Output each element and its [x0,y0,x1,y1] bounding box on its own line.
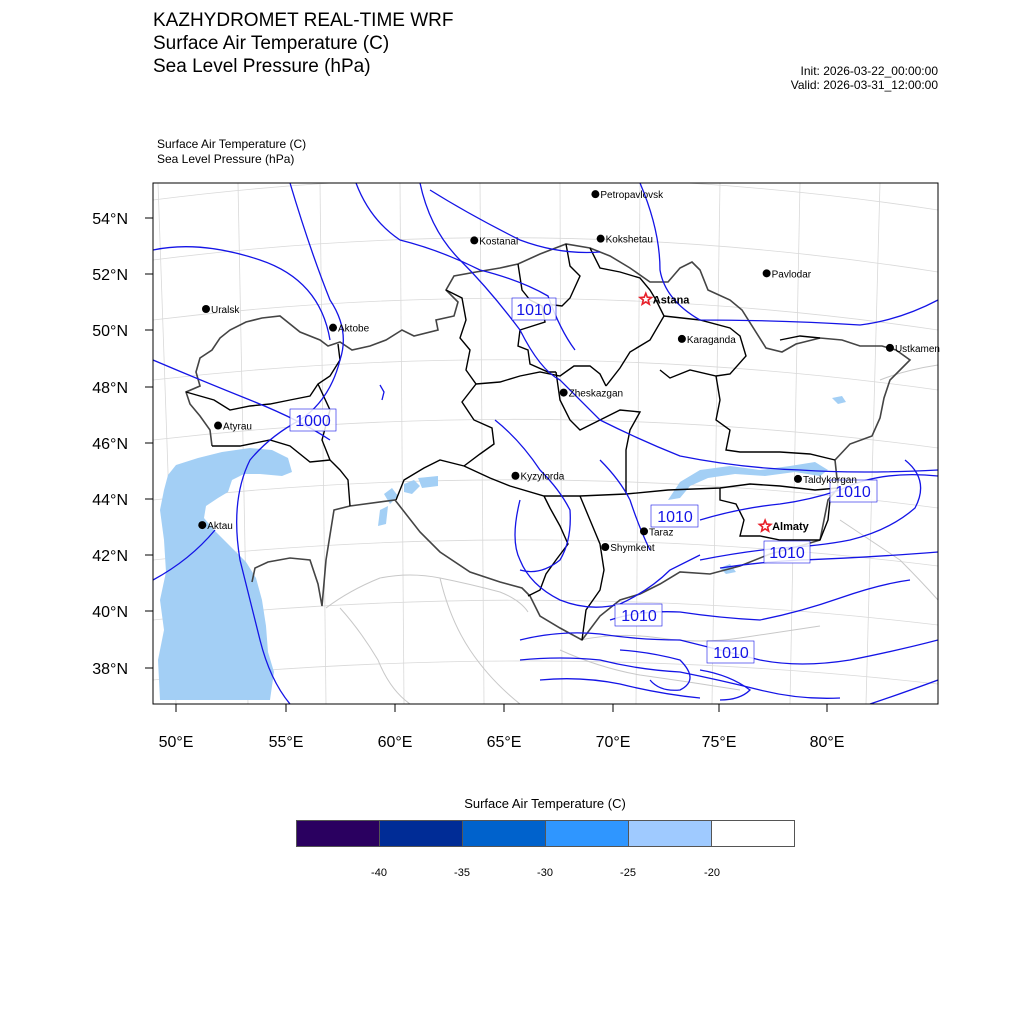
city-label: Ustkamen [894,343,940,355]
colorbar-title: Surface Air Temperature (C) [464,796,626,811]
lat-label: 54°N [92,211,128,228]
map-frame [153,183,938,704]
isobar-label-5 [764,541,810,563]
valid-time: Valid: 2026-03-31_12:00:00 [790,78,938,92]
city-label: Aktau [207,521,233,533]
isobar-label-1 [512,298,556,320]
city-kostanai [470,236,518,247]
lon-label: 70°E [595,734,631,751]
lon-label: 60°E [377,734,413,751]
lat-label: 38°N [92,661,128,678]
lat-label: 48°N [92,380,128,397]
title-line-1: KAZHYDROMET REAL-TIME WRF [153,10,454,31]
longitude-labels [159,734,845,751]
city-dot-icon [198,521,206,529]
lat-label: 50°N [92,323,128,340]
city-shymkent [601,543,655,554]
city-dot-icon [202,305,210,313]
colorbar-bin [380,821,463,846]
city-label: Shymkent [610,543,655,555]
lon-label: 80°E [809,734,845,751]
title-line-2: Surface Air Temperature (C) [153,33,390,54]
city-dot-icon [591,190,599,198]
city-dot-icon [601,543,609,551]
lon-label: 65°E [486,734,522,751]
city-label: Kostanai [479,236,519,248]
lat-label: 40°N [92,604,128,621]
lat-label: 46°N [92,436,128,453]
city-label: Almaty [772,521,809,534]
city-uralsk [202,305,240,316]
latitude-labels [92,211,128,678]
isobar-contours [153,183,938,704]
isobar-value: 1010 [713,645,749,662]
city-dot-icon [640,527,648,535]
colorbar-bin [297,821,380,846]
lat-label: 44°N [92,492,128,509]
isobar-label-3 [651,505,698,527]
isobar-value: 1010 [516,302,552,319]
isobar-label-2 [290,409,336,431]
city-label: Karaganda [686,334,736,346]
lon-label: 50°E [158,734,194,751]
lon-label: 75°E [701,734,737,751]
isobar-value: 1010 [769,545,805,562]
colorbar-bin [546,821,629,846]
city-dot-icon [214,422,222,430]
city-kyzylorda [511,472,564,483]
city-dot-icon [329,324,337,332]
city-almaty [759,520,809,533]
city-label: Astana [652,294,690,307]
isobar-value: 1000 [295,413,331,430]
city-atyrau [214,422,252,433]
city-label: Petropavlovsk [600,190,664,202]
city-dot-icon [763,269,771,277]
map-plot-area [153,177,938,704]
city-karaganda [678,335,736,346]
city-astana [640,293,690,306]
colorbar-tick: -35 [454,867,470,879]
colorbar-bin [712,821,794,846]
city-label: Pavlodar [771,269,812,281]
isobar-value: 1010 [621,608,657,625]
colorbar-tick: -30 [537,867,553,879]
city-label: Kokshetau [605,234,653,246]
city-dot-icon [597,235,605,243]
init-time: Init: 2026-03-22_00:00:00 [800,64,938,78]
colorbar-tick: -20 [704,867,720,879]
caspian-fill [158,448,292,700]
colorbar-bin [463,821,546,846]
isobar-label-6 [615,604,662,626]
isobar-value: 1010 [835,484,871,501]
city-dot-icon [560,389,568,397]
city-label: Taldykorgan [802,474,857,486]
capital-star-icon [640,293,652,304]
isobar-value: 1010 [657,509,693,526]
isobar-label-7 [707,641,754,663]
city-label: Taraz [649,527,674,539]
city-kokshetau [597,235,653,246]
city-ustkamen [886,344,940,355]
city-zheskazgan [560,389,623,400]
city-label: Aktobe [338,323,370,335]
city-label: Atyrau [223,421,252,433]
colorbar [296,820,795,847]
colorbar-tick: -25 [620,867,636,879]
colorbar-bin [629,821,712,846]
city-taldykorgan [794,475,857,486]
city-pavlodar [763,269,812,280]
city-label: Kyzylorda [520,471,565,483]
capital-star-icon [759,520,770,531]
lon-label: 55°E [268,734,304,751]
city-label: Zheskazgan [568,388,624,400]
city-petropavlovsk [591,190,664,201]
lat-label: 42°N [92,548,128,565]
pressure-field-label: Sea Level Pressure (hPa) [157,152,295,166]
city-dot-icon [886,344,894,352]
minor-borders [326,365,938,704]
colorbar-tick: -40 [371,867,387,879]
city-aktobe [329,324,370,335]
city-dot-icon [470,236,478,244]
city-dot-icon [678,335,686,343]
city-label: Uralsk [211,304,240,316]
title-line-3: Sea Level Pressure (hPa) [153,56,371,77]
city-dot-icon [794,475,802,483]
lat-label: 52°N [92,267,128,284]
city-taraz [640,527,673,538]
city-dot-icon [511,472,519,480]
temp-field-label: Surface Air Temperature (C) [157,137,307,151]
